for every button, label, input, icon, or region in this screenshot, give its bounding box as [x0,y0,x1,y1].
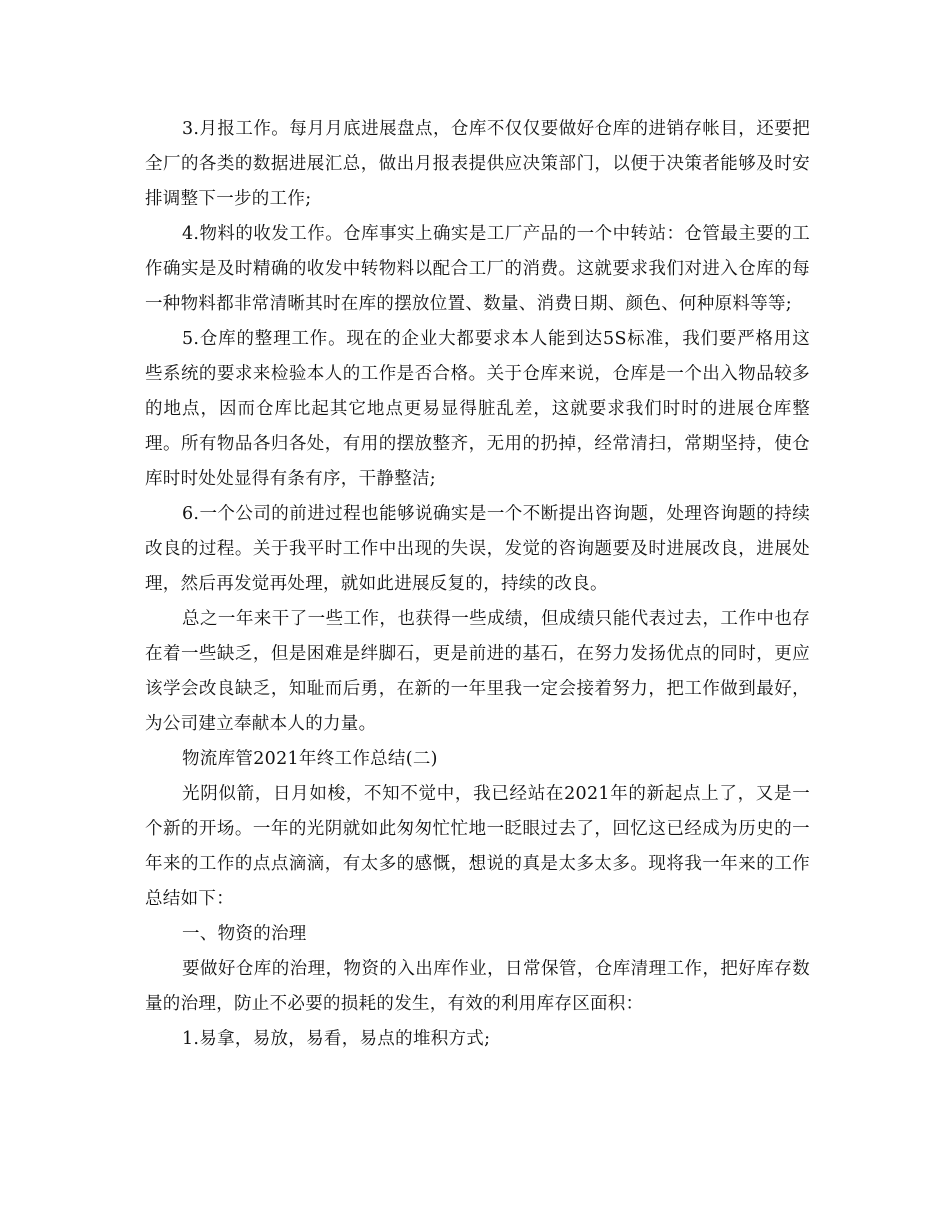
section-title: 物流库管2021年终工作总结(二) [182,749,438,769]
paragraph-item-4-material-receiving: 4.物料的收发工作。仓库事实上确实是工厂产品的一个中转站：仓管最主要的工作确实是及时精确的收发中转物料以配合工厂的消费。这就要求我们对进入仓库的每一种物料都非常清晰其时在库的摆放位置、数量、消费日期、颜色、何种原料等等; [145,224,810,314]
paragraph-item-6-continuous-improvement: 6.一个公司的前进过程也能够说确实是一个不断提出咨询题，处理咨询题的持续改良的过程。关于我平时工作中出现的失误，发觉的咨询题要及时进展改良，进展处理，然后再发觉再处理，就如此进展反复的，持续的改良。 [145,504,810,594]
section-heading-materials-management: 一、物资的治理 [182,924,307,944]
paragraph-item-3-monthly-report: 3.月报工作。每月月底进展盘点，仓库不仅仅要做好仓库的进销存帐目，还要把全厂的各类的数据进展汇总，做出月报表提供应决策部门，以便于决策者能够及时安排调整下一步的工作; [145,119,810,209]
document-body [145,112,810,1057]
paragraph-item-5-warehouse-tidying: 5.仓库的整理工作。现在的企业大都要求本人能到达5S标准，我们要严格用这些系统的要求来检验本人的工作是否合格。关于仓库来说，仓库是一个出入物品较多的地点，因而仓库比起其它地点更易显得脏乱差，这就要求我们时时的进展仓库整理。所有物品各归各处，有用的摆放整齐，无用的扔掉，经常清扫，常期坚持，使仓库时时处处显得有条有序，干静整洁; [145,329,810,489]
paragraph-summary: 总之一年来干了一些工作，也获得一些成绩，但成绩只能代表过去，工作中也存在着一些缺乏，但是困难是绊脚石，更是前进的基石，在努力发扬优点的同时，更应该学会改良缺乏，知耻而后勇，在新的一年里我一定会接着努力，把工作做到最好，为公司建立奉献本人的力量。 [145,609,810,734]
paragraph-intro: 光阴似箭，日月如梭，不知不觉中，我已经站在2021年的新起点上了，又是一个新的开场。一年的光阴就如此匆匆忙忙地一眨眼过去了，回忆这已经成为历史的一年来的工作的点点滴滴，有太多的感慨，想说的真是太多太多。现将我一年来的工作总结如下： [145,784,810,909]
list-item-stacking-method: 1.易拿，易放，易看，易点的堆积方式; [182,1029,491,1049]
paragraph-materials-management: 要做好仓库的治理，物资的入出库作业，日常保管，仓库清理工作，把好库存数量的治理，防止不必要的损耗的发生，有效的利用库存区面积： [145,959,810,1014]
